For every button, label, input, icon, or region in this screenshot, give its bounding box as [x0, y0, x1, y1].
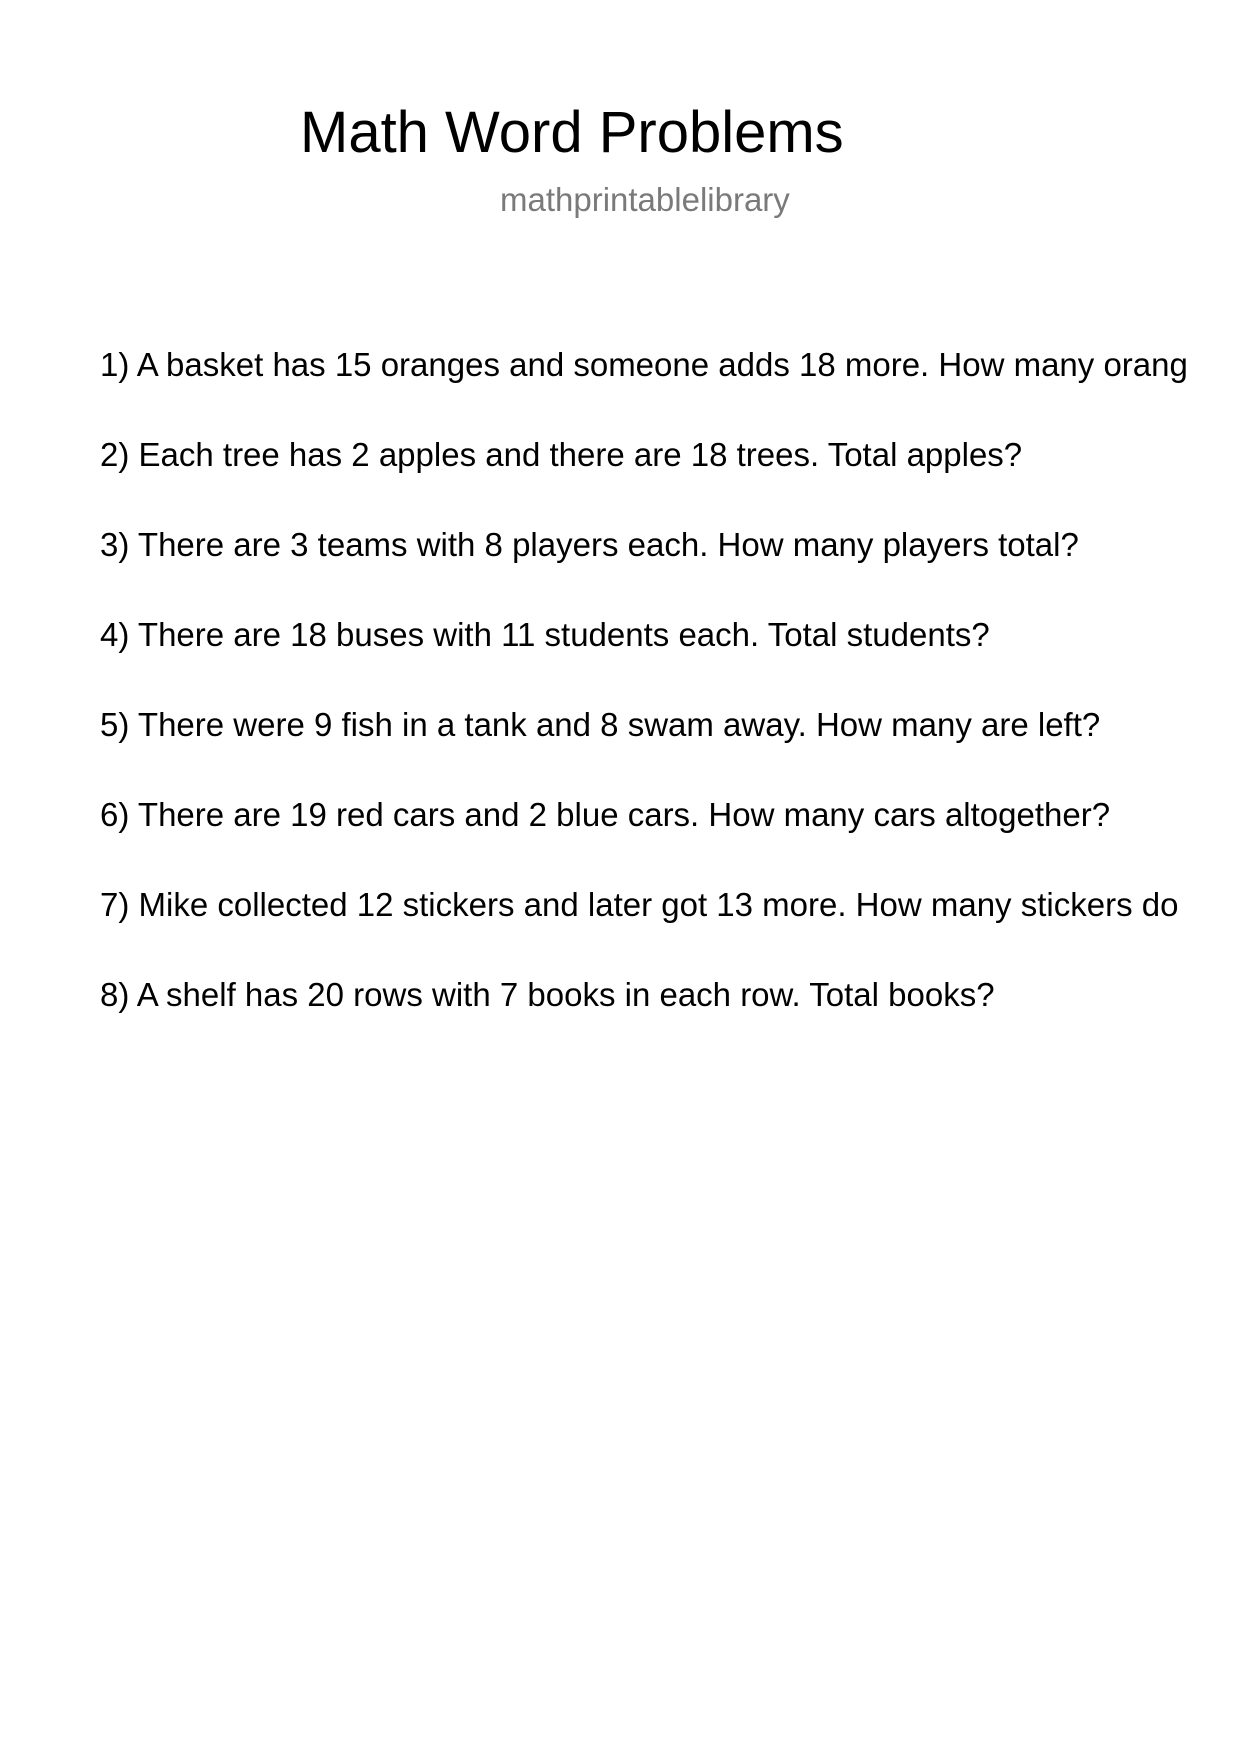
problem-item-4: 4) There are 18 buses with 11 students each. Total students? — [100, 616, 990, 653]
problem-item-1: 1) A basket has 15 oranges and someone adds 18 more. How many orang — [100, 346, 1188, 383]
problem-item-8: 8) A shelf has 20 rows with 7 books in each row. Total books? — [100, 976, 995, 1013]
problem-item-2: 2) Each tree has 2 apples and there are 18 trees. Total apples? — [100, 436, 1023, 473]
page-subtitle: mathprintablelibrary — [500, 181, 790, 218]
problem-item-6: 6) There are 19 red cars and 2 blue cars. How many cars altogether? — [100, 796, 1111, 833]
problem-item-5: 5) There were 9 fish in a tank and 8 swam away. How many are left? — [100, 706, 1101, 743]
page-title: Math Word Problems — [300, 100, 844, 165]
problem-list — [100, 345, 1188, 1065]
problem-item-3: 3) There are 3 teams with 8 players each. How many players total? — [100, 526, 1079, 563]
problem-item-7: 7) Mike collected 12 stickers and later got 13 more. How many stickers do — [100, 886, 1179, 923]
